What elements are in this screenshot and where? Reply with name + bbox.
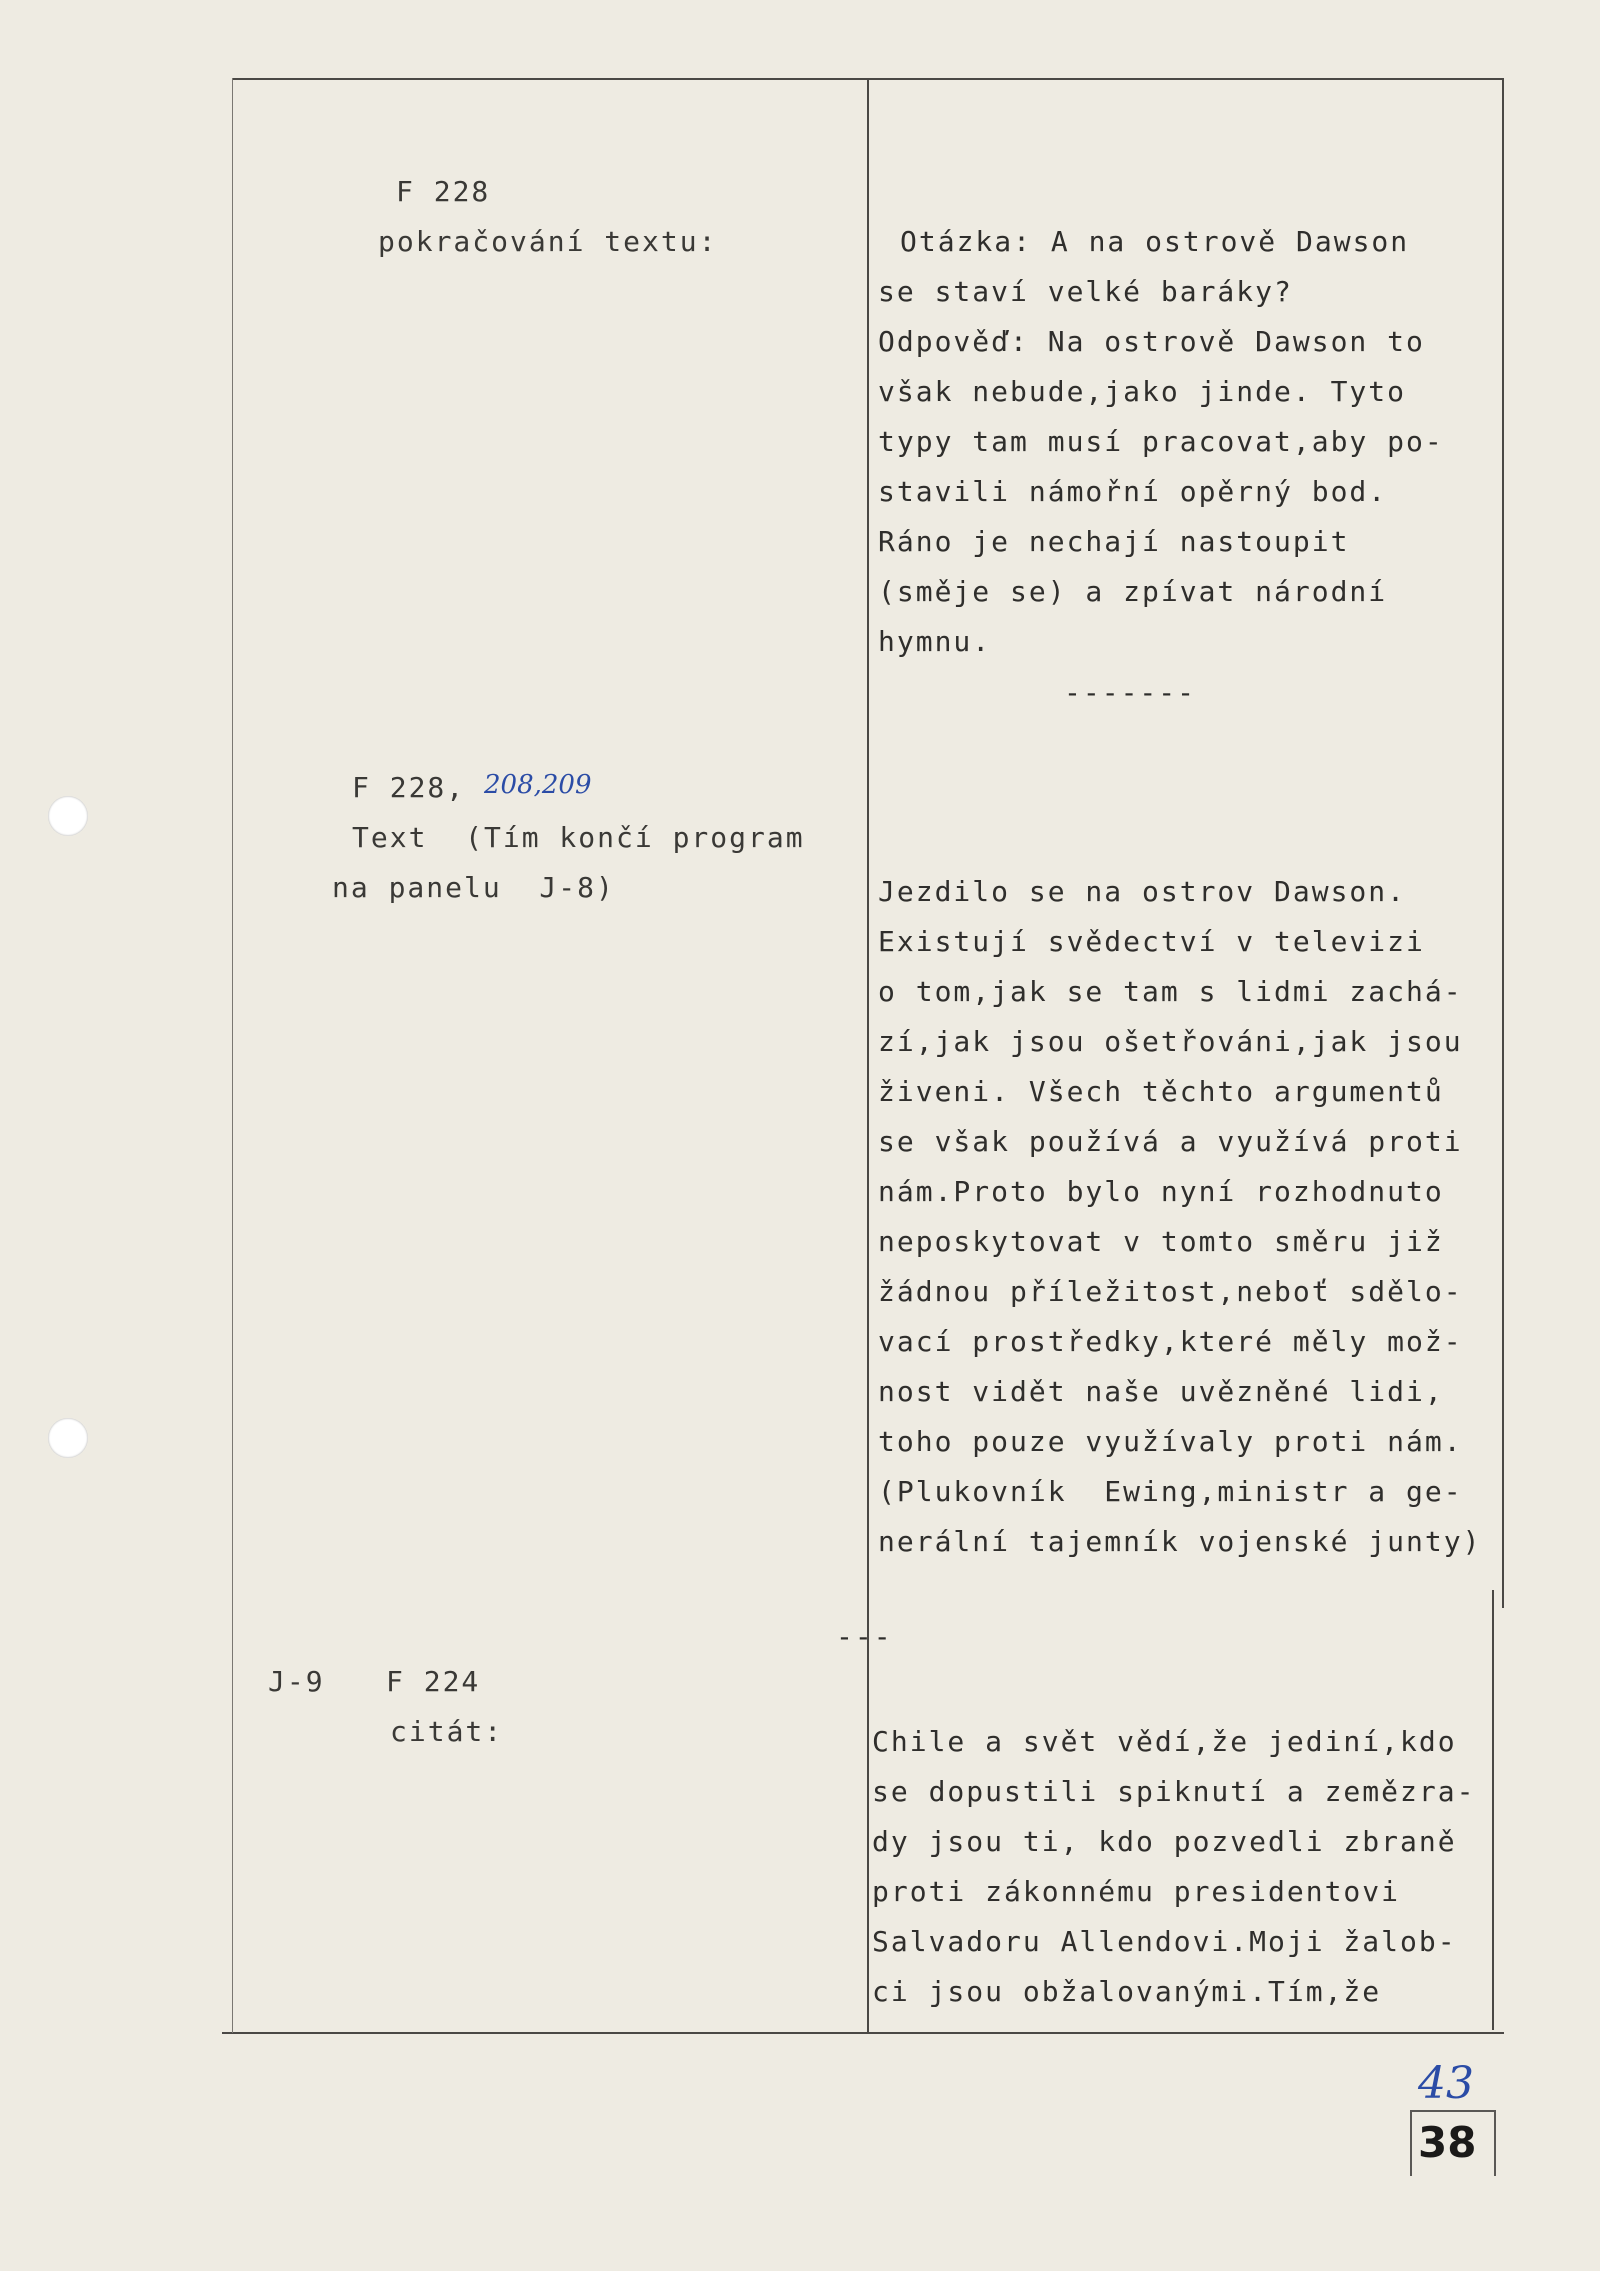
separator-1: ------- xyxy=(1064,676,1197,709)
text-line: Otázka: A na ostrově Dawson xyxy=(900,225,1410,258)
handwritten-page-number: 43 xyxy=(1418,2058,1474,2109)
block2-line1: Text (Tím končí program xyxy=(352,821,805,854)
text-line: proti zákonnému presidentovi xyxy=(872,1875,1401,1908)
text-line: živeni. Všech těchto argumentů xyxy=(878,1075,1444,1108)
text-line: Existují svědectví v televizi xyxy=(878,925,1425,958)
table-right-border-lower xyxy=(1492,1590,1494,2030)
text-line: Salvadoru Allendovi.Moji žalob- xyxy=(872,1925,1457,1958)
text-line: Odpověď: Na ostrově Dawson to xyxy=(878,325,1425,358)
text-line: nost vidět naše uvězněné lidi, xyxy=(878,1375,1444,1408)
table-left-border xyxy=(232,78,233,2033)
text-line: Ráno je nechají nastoupit xyxy=(878,525,1350,558)
block3-reference: F 224 xyxy=(386,1665,481,1698)
table-column-divider xyxy=(867,78,869,2033)
block3-label: citát: xyxy=(390,1715,504,1748)
text-line: hymnu. xyxy=(878,625,992,658)
text-line: toho pouze využívaly proti nám. xyxy=(878,1425,1463,1458)
text-line: Chile a svět vědí,že jediní,kdo xyxy=(872,1725,1457,1758)
stamped-page-number: 38 xyxy=(1418,2118,1477,2167)
text-line: nám.Proto bylo nyní rozhodnuto xyxy=(878,1175,1444,1208)
text-line: dy jsou ti, kdo pozvedli zbraně xyxy=(872,1825,1457,1858)
text-line: však nebude,jako jinde. Tyto xyxy=(878,375,1407,408)
text-line: žádnou příležitost,neboť sdělo- xyxy=(878,1275,1463,1308)
block1-label: pokračování textu: xyxy=(378,225,718,258)
punch-hole-upper xyxy=(48,796,88,836)
text-line: o tom,jak se tam s lidmi zachá- xyxy=(878,975,1463,1008)
text-line: se dopustili spiknutí a zemězra- xyxy=(872,1775,1476,1808)
text-line: vací prostředky,které měly mož- xyxy=(878,1325,1463,1358)
block2-reference: F 228, xyxy=(352,771,466,804)
text-line: se však používá a využívá proti xyxy=(878,1125,1463,1158)
text-line: typy tam musí pracovat,aby po- xyxy=(878,425,1444,458)
text-line: (směje se) a zpívat národní xyxy=(878,575,1388,608)
block1-reference: F 228 xyxy=(396,175,491,208)
text-line: stavili námořní opěrný bod. xyxy=(878,475,1388,508)
block2-handwritten-note: 208,209 xyxy=(484,770,592,800)
punch-hole-lower xyxy=(48,1418,88,1458)
block3-panel: J-9 xyxy=(268,1665,325,1698)
block2-line2: na panelu J-8) xyxy=(332,871,615,904)
separator-2: --- xyxy=(836,1620,893,1653)
text-line: zí,jak jsou ošetřováni,jak jsou xyxy=(878,1025,1463,1058)
text-line: se staví velké baráky? xyxy=(878,275,1293,308)
text-line: (Plukovník Ewing,ministr a ge- xyxy=(878,1475,1463,1508)
text-line: ci jsou obžalovanými.Tím,že xyxy=(872,1975,1382,2008)
text-line: nerální tajemník vojenské junty) xyxy=(878,1525,1482,1558)
table-right-border xyxy=(1502,78,1504,1608)
table-bottom-border xyxy=(222,2032,1504,2034)
text-line: Jezdilo se na ostrov Dawson. xyxy=(878,875,1407,908)
text-line: neposkytovat v tomto směru již xyxy=(878,1225,1444,1258)
